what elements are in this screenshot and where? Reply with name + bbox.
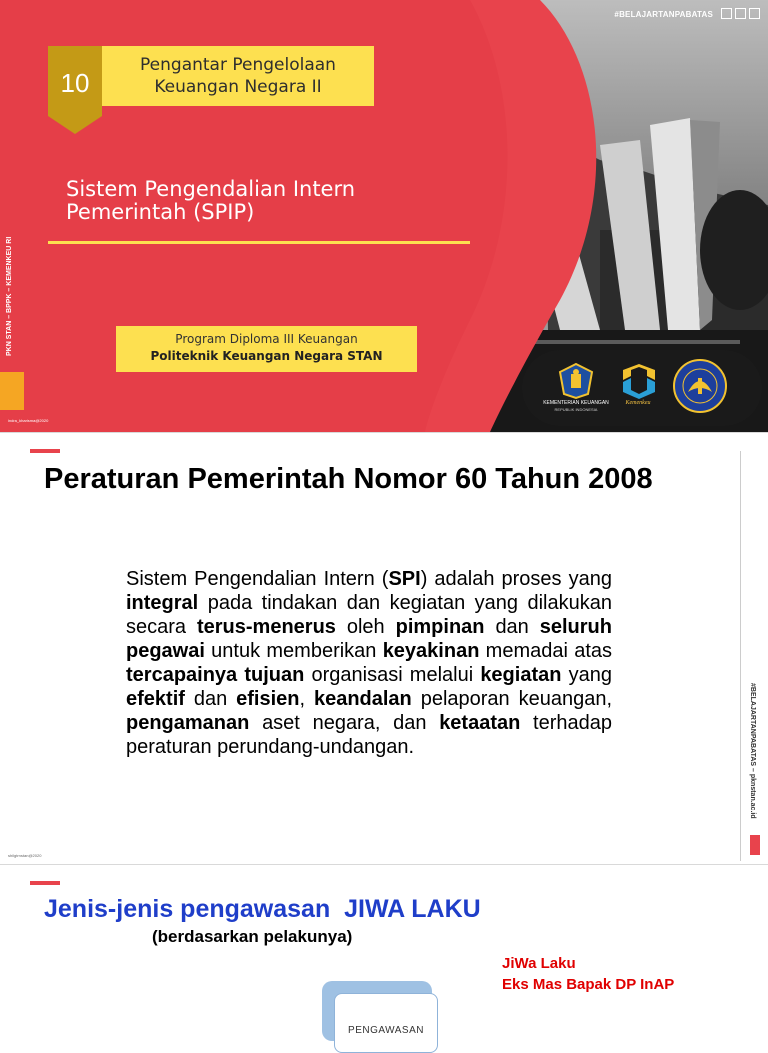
square-icon bbox=[721, 8, 732, 19]
slide-subheading: (berdasarkan pelakunya) bbox=[152, 927, 353, 946]
emphasis-term: efisien bbox=[236, 688, 300, 710]
emphasis-term: kegiatan bbox=[480, 664, 562, 686]
emphasis-term: tercapainya tujuan bbox=[126, 664, 305, 686]
paragraph-text: , bbox=[299, 688, 314, 710]
paragraph-text: ) adalah proses yang bbox=[420, 568, 612, 590]
module-number: 10 bbox=[60, 68, 90, 98]
paragraph-text: dan bbox=[484, 616, 540, 638]
side-vertical-text: #BELAJARTANPABATAS – pknstan.ac.id bbox=[749, 683, 756, 819]
emphasis-term: pimpinan bbox=[395, 616, 485, 638]
credit-text: indra_kharisma@2020 bbox=[8, 418, 49, 423]
kemenkeu-logo-text: KEMENTERIAN KEUANGAN bbox=[543, 400, 609, 406]
emphasis-term: seluruh pegawai bbox=[126, 616, 612, 662]
window-squares bbox=[721, 8, 760, 19]
kemenkeu-logo-subtext: REPUBLIK INDONESIA bbox=[554, 407, 598, 412]
kemenkeu-logo-icon bbox=[556, 362, 596, 400]
corpu-logo-text: Kemenkeu bbox=[625, 400, 651, 406]
course-name-line1: Pengantar Pengelolaan bbox=[140, 55, 336, 75]
side-vertical-text: PKN STAN – BPPK – KEMENKEU RI bbox=[6, 236, 13, 356]
emphasis-term: terus-menerus bbox=[196, 616, 336, 638]
red-accent-bar bbox=[30, 449, 60, 453]
emphasis-term: efektif bbox=[126, 688, 185, 710]
title-slide bbox=[0, 0, 768, 432]
emphasis-term: pengamanan bbox=[126, 712, 250, 734]
slide-title bbox=[66, 178, 466, 224]
slide-heading: Peraturan Pemerintah Nomor 60 Tahun 2008 bbox=[44, 463, 653, 495]
paragraph-text: memadai atas bbox=[479, 640, 613, 662]
red-accent-bar bbox=[30, 881, 60, 885]
paragraph-text: terhadap peraturan perundang-undangan. bbox=[126, 712, 613, 758]
stan-seal-icon bbox=[672, 358, 728, 414]
paragraph-text: pelaporan keuangan, bbox=[411, 688, 612, 710]
corpu-logo-icon bbox=[619, 362, 659, 400]
supervision-types-slide bbox=[0, 864, 768, 1036]
paragraph-text: dan bbox=[184, 688, 237, 710]
emphasis-term: integral bbox=[126, 592, 199, 614]
red-corner-mark bbox=[750, 835, 760, 855]
emphasis-term: SPI bbox=[388, 568, 421, 590]
supervision-card bbox=[334, 993, 438, 1053]
title-underline bbox=[48, 241, 470, 244]
slide-title-line2: Pemerintah (SPIP) bbox=[66, 200, 255, 224]
paragraph-text: oleh bbox=[335, 616, 396, 638]
program-name: Program Diploma III Keuangan bbox=[175, 332, 358, 346]
definition-paragraph bbox=[126, 567, 612, 759]
paragraph-text: yang bbox=[561, 664, 612, 686]
regulation-slide bbox=[0, 432, 768, 864]
emphasis-term: keyakinan bbox=[382, 640, 480, 662]
slide-title-line1: Sistem Pengendalian Intern bbox=[66, 177, 356, 201]
side-vertical-label bbox=[6, 226, 18, 356]
program-box bbox=[116, 326, 417, 372]
right-divider bbox=[740, 451, 741, 861]
institution-name: Politeknik Keuangan Negara STAN bbox=[150, 349, 383, 363]
paragraph-text: organisasi melalui bbox=[304, 664, 481, 686]
credit-text: shilgtrnstan@2020 bbox=[8, 853, 42, 858]
side-vertical-label bbox=[746, 683, 758, 833]
slide-heading: Jenis-jenis pengawasan JIWA LAKU bbox=[44, 895, 481, 923]
mnemonic-line2: Eks Mas Bapak DP InAP bbox=[502, 976, 675, 993]
course-name-line2: Keuangan Negara II bbox=[154, 77, 322, 97]
paragraph-text: Sistem Pengendalian Intern ( bbox=[126, 568, 389, 590]
card-label: PENGAWASAN bbox=[348, 1025, 424, 1036]
paragraph-text: pada tindakan dan kegiatan yang dilakukan secara bbox=[126, 592, 612, 638]
emphasis-term: ketaatan bbox=[439, 712, 521, 734]
orange-accent-strip bbox=[0, 372, 24, 410]
course-name-box bbox=[102, 46, 374, 106]
square-icon bbox=[735, 8, 746, 19]
hashtag-label: #BELAJARTANPABATAS bbox=[614, 10, 713, 19]
paragraph-text: aset negara, dan bbox=[249, 712, 440, 734]
mnemonic-line1: JiWa Laku bbox=[502, 955, 576, 972]
paragraph-text: untuk memberikan bbox=[204, 640, 383, 662]
square-icon bbox=[749, 8, 760, 19]
emphasis-term: keandalan bbox=[313, 688, 412, 710]
